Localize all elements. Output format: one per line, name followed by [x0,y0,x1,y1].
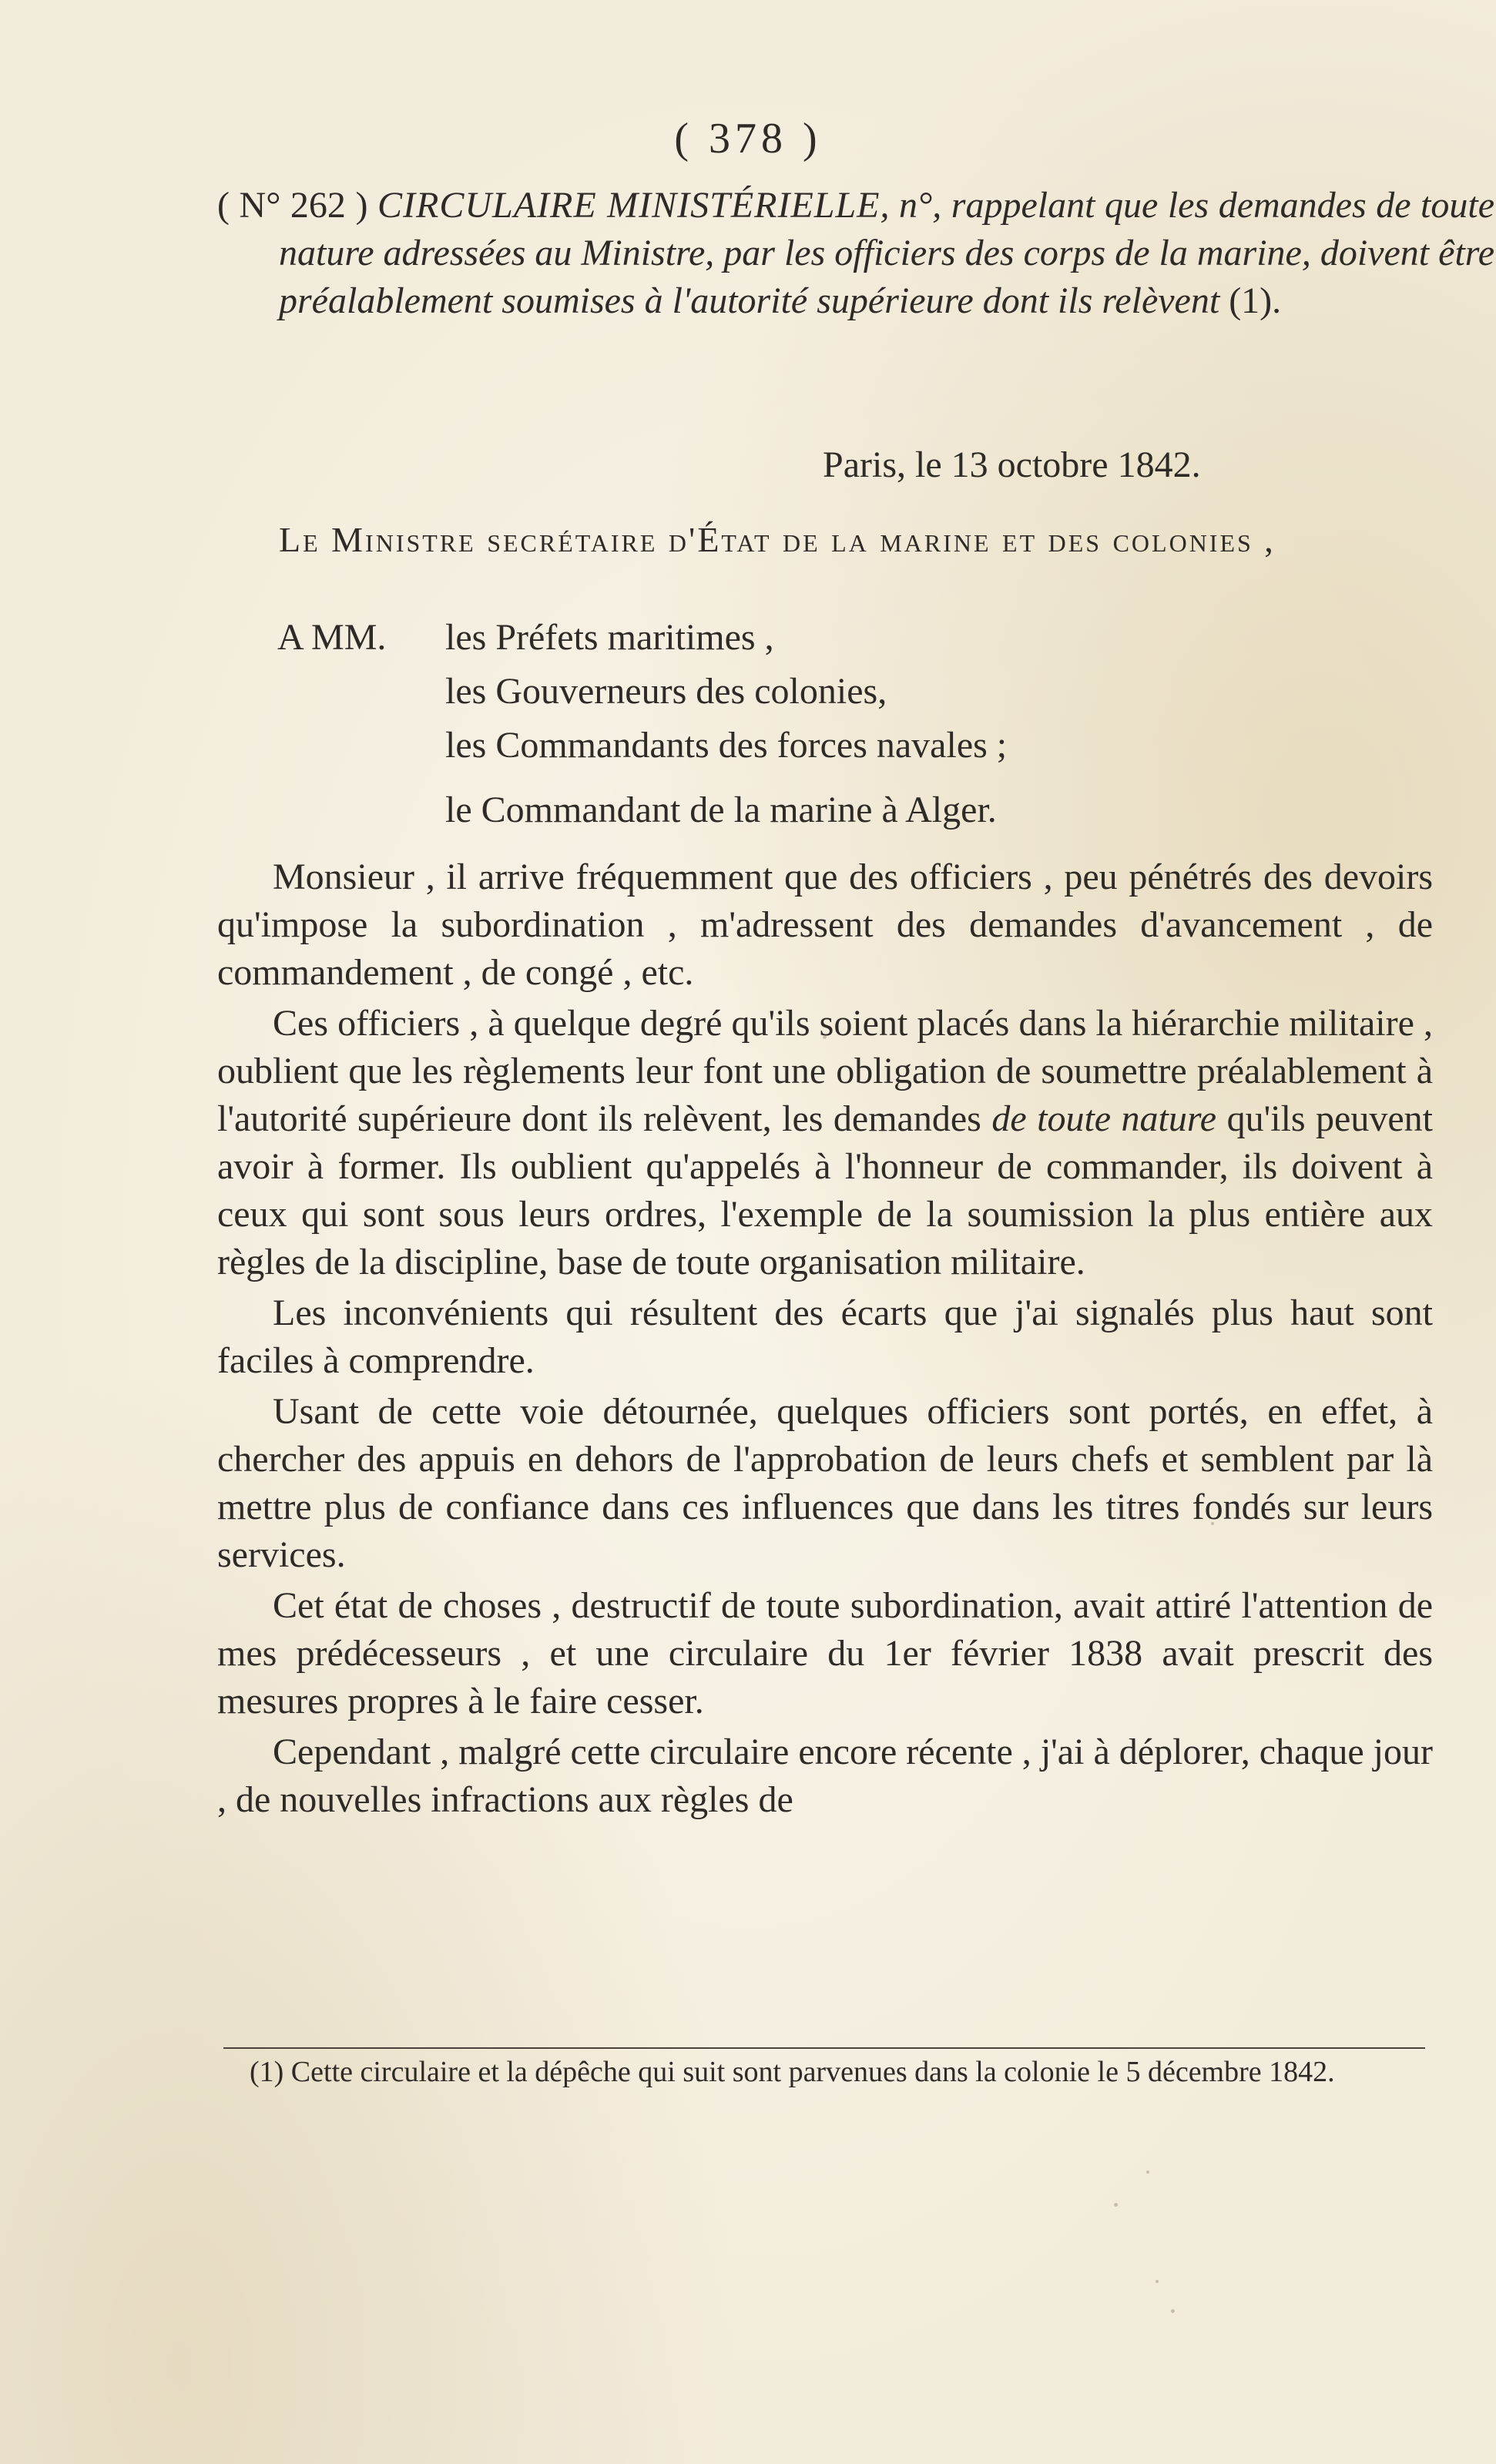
footnote-divider [223,2047,1425,2049]
body-paragraph: Les inconvénients qui résultent des écarts que j'ai signalés plus haut sont faciles à comprendre. [217,1292,1433,1381]
paper-speck [1114,2203,1118,2207]
date-line: Paris, le 13 octobre 1842. [823,444,1201,485]
addressee-line: les Préfets maritimes , [445,617,774,658]
body-paragraph: Cependant , malgré cette circulaire encore récente , j'ai à déplorer, chaque jour , de nouvelles infractions aux règles de [217,1732,1433,1820]
letter-body [217,853,1433,1827]
emphasized-text: de toute nature [991,1098,1217,1139]
minister-line: Le Ministre secrétaire d'État de la marine et des colonies , [279,520,1276,559]
paper-speck [823,1035,827,1039]
body-paragraph: Usant de cette voie détournée, quelques officiers sont portés, en effet, à chercher des appuis en dehors de l'approbation de leurs chefs et semblent par là mettre plus de confiance dans ces influences que dans les titres fondés sur leurs services. [217,1391,1433,1575]
addressee-line: les Commandants des forces navales ; [445,725,1008,766]
body-paragraph: Cet état de choses , destructif de toute subordination, avait attiré l'attention de mes prédécesseurs , et une circulaire du 1er février 1838 avait prescrit des mesures propres à le faire cesser. [217,1585,1433,1721]
addressee-prefix [277,616,386,659]
addressee-line: les Gouverneurs des colonies, [445,671,887,712]
addressee-prefix-label: A MM. [277,617,387,658]
paper-speck [1171,2309,1175,2313]
addressee-line: le Commandant de la marine à Alger. [445,789,997,830]
circular-title-suffix: , n° [880,185,933,226]
circular-heading [217,182,1494,325]
body-paragraph [217,1000,1433,1286]
paper-speck [1146,2171,1149,2174]
footnote: (1) Cette circulaire et la dépêche qui suit sont parvenues dans la colonie le 5 décembre 1842. [250,2056,1335,2088]
paragraph-text: qu'ils peuvent avoir à former. Ils oublient qu'appelés à l'honneur de commander, ils doivent à ceux qui sont sous leurs ordres, l'exemple de la soumission la plus entière aux règles de la discipline, base de toute organisation militaire. [217,1098,1434,1282]
paragraph-text: Ces officiers , à quelque degré qu'ils soient placés dans la hiérarchie militaire , oublient que les règlements leur font une obligation de soumettre préalablement à l'autorité supérieure dont ils relèvent, les demandes [217,1003,1433,1139]
paper-speck [1211,1522,1214,1525]
circular-title: CIRCULAIRE MINISTÉRIELLE [377,185,880,226]
page-number: ( 378 ) [674,115,822,163]
paper-speck [1156,2280,1159,2283]
circular-description: , rappelant que les demandes de toute nature adressées au Ministre, par les officiers des corps de la marine, doivent être préalablement soumises à l'autorité supérieure dont ils relèvent [279,185,1495,321]
footnote-reference: (1). [1229,280,1282,321]
body-paragraph: Monsieur , il arrive fréquemment que des officiers , peu pénétrés des devoirs qu'impose la subordination , m'adressent des demandes d'avancement , de commandement , de congé , etc. [217,857,1433,993]
circular-number: ( N° 262 ) [217,185,368,226]
